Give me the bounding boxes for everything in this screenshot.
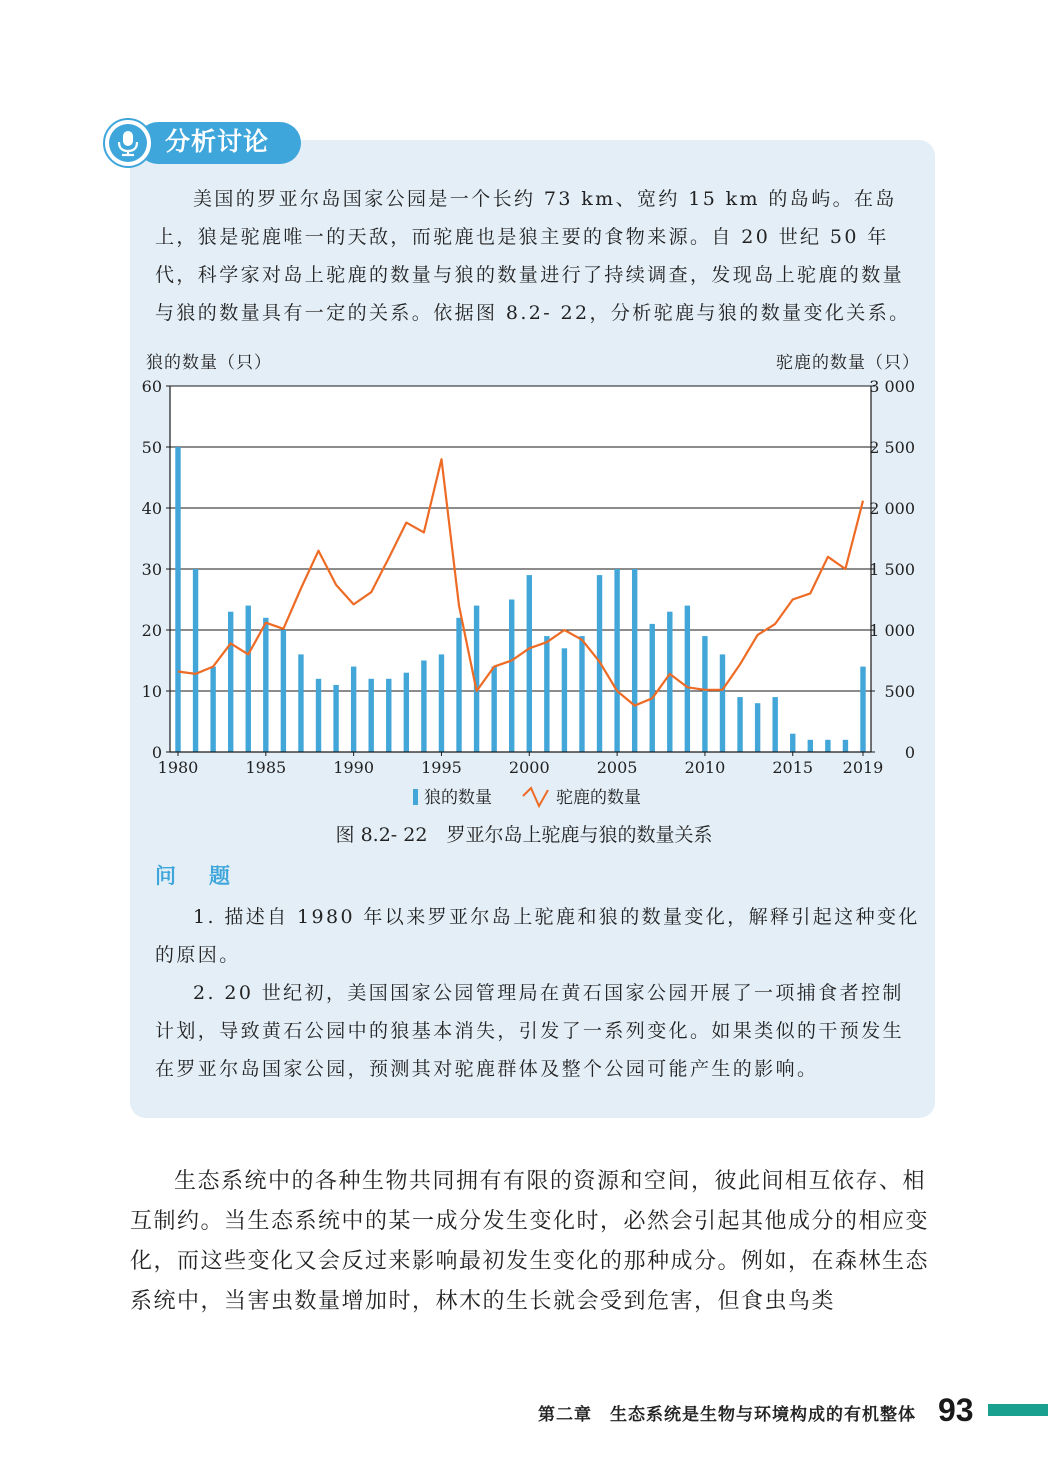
body-paragraph: 生态系统中的各种生物共同拥有有限的资源和空间，彼此间相互依存、相互制约。当生态系统中的某一成分发生变化时，必然会引起其他成分的相应变化，而这些变化又会反过来影响最初发生变化的那种成分。例如，在森林生态系统中，当害虫数量增加时，林木的生长就会受到危害，但食虫鸟类 — [130, 1169, 930, 1314]
x-tick-label: 2010 — [684, 758, 726, 777]
wolf-bar — [369, 679, 374, 752]
x-tick-label: 2019 — [842, 758, 884, 777]
wolf-bar — [737, 697, 742, 752]
population-chart — [0, 370, 1048, 818]
wolf-bar — [193, 569, 198, 752]
footer-bar — [988, 1404, 1048, 1416]
wolf-bar — [667, 612, 672, 752]
wolf-bar — [386, 679, 391, 752]
wolf-bar — [228, 612, 233, 752]
figure-caption: 图 8.2- 22 罗亚尔岛上驼鹿与狼的数量关系 — [335, 824, 713, 846]
x-tick-label: 2015 — [772, 758, 814, 777]
wolf-bar — [685, 606, 690, 752]
wolf-bar — [210, 667, 215, 752]
wolf-bar — [351, 667, 356, 752]
x-tick-label: 1980 — [157, 758, 199, 777]
right-tick-label: 2 500 — [869, 438, 915, 457]
legend-moose-swatch — [523, 788, 548, 806]
section-banner — [103, 118, 303, 168]
page-number: 93 — [938, 1392, 974, 1428]
wolf-bar — [246, 606, 251, 752]
wolf-bar — [439, 654, 444, 752]
wolf-bar — [298, 654, 303, 752]
wolf-bar — [860, 667, 865, 752]
wolf-bar — [175, 447, 180, 752]
left-tick-label: 10 — [141, 682, 162, 701]
wolf-bar — [579, 636, 584, 752]
wolf-bar — [263, 618, 268, 752]
left-tick-label: 50 — [141, 438, 162, 457]
questions-heading: 问 题 — [155, 864, 236, 888]
intro-paragraph: 美国的罗亚尔岛国家公园是一个长约 73 km、宽约 15 km 的岛屿。在岛上，狼是驼鹿唯一的天敌，而驼鹿也是狼主要的食物来源。自 20 世纪 50 年代，科学家对岛上驼鹿的数量与狼的数量进行了持续调查，发现岛上驼鹿的数量与狼的数量具有一定的关系。依据图 8.2- 22，分析驼鹿与狼的数量变化关系。 — [155, 188, 911, 324]
chart-grid — [170, 386, 871, 752]
wolf-bar — [772, 697, 777, 752]
question-1: 1. 描述自 1980 年以来罗亚尔岛上驼鹿和狼的数量变化，解释引起这种变化的原因。 — [155, 906, 920, 966]
wolf-bar — [527, 575, 532, 752]
left-tick-label: 20 — [141, 621, 162, 640]
x-tick-label: 1995 — [421, 758, 462, 777]
legend-wolf-label: 狼的数量 — [424, 788, 492, 808]
right-tick-label: 1 000 — [869, 621, 915, 640]
right-tick-label: 500 — [884, 682, 915, 701]
right-tick-label: 1 500 — [869, 560, 915, 579]
right-axis-title: 驼鹿的数量（只） — [776, 353, 920, 373]
left-axis-title: 狼的数量（只） — [146, 353, 272, 373]
wolf-bar — [544, 636, 549, 752]
wolf-bar — [562, 648, 567, 752]
legend-moose-label: 驼鹿的数量 — [556, 788, 641, 808]
wolf-bar — [614, 569, 619, 752]
x-tick-label: 1990 — [333, 758, 375, 777]
chart-legend — [413, 788, 641, 808]
right-tick-label: 0 — [904, 743, 915, 762]
x-tick-label: 2005 — [596, 758, 638, 777]
wolf-bar — [281, 630, 286, 752]
page-footer — [0, 1392, 1048, 1432]
right-tick-label: 2 000 — [869, 499, 915, 518]
section-title: 分析讨论 — [165, 127, 270, 156]
wolf-bar — [509, 600, 514, 753]
wolf-bar — [421, 661, 426, 753]
wolf-bar — [404, 673, 409, 752]
wolf-bar — [702, 636, 707, 752]
wolf-bar — [632, 569, 637, 752]
left-tick-label: 60 — [141, 377, 162, 396]
right-tick-label: 3 000 — [869, 377, 915, 396]
wolf-bar — [720, 654, 725, 752]
wolf-bar — [755, 703, 760, 752]
wolf-bar — [650, 624, 655, 752]
left-tick-label: 0 — [151, 743, 162, 762]
wolf-bar — [491, 667, 496, 752]
left-tick-label: 30 — [141, 560, 162, 579]
question-2: 2. 20 世纪初，美国国家公园管理局在黄石国家公园开展了一项捕食者控制计划，导致黄石公园中的狼基本消失，引发了一系列变化。如果类似的干预发生在罗亚尔岛国家公园，预测其对驼鹿群体及整个公园可能产生的影响。 — [155, 982, 905, 1080]
wolf-bar — [456, 618, 461, 752]
wolf-bar — [843, 740, 848, 752]
wolf-bar — [790, 734, 795, 752]
x-tick-label: 1985 — [245, 758, 287, 777]
chapter-title: 第二章 生态系统是生物与环境构成的有机整体 — [538, 1405, 916, 1425]
legend-wolf-swatch — [413, 789, 418, 805]
wolf-bar — [825, 740, 830, 752]
wolf-bar — [333, 685, 338, 752]
microphone-icon — [103, 118, 153, 168]
left-tick-label: 40 — [141, 499, 162, 518]
wolf-bar — [808, 740, 813, 752]
wolf-bar — [316, 679, 321, 752]
x-tick-label: 2000 — [508, 758, 550, 777]
